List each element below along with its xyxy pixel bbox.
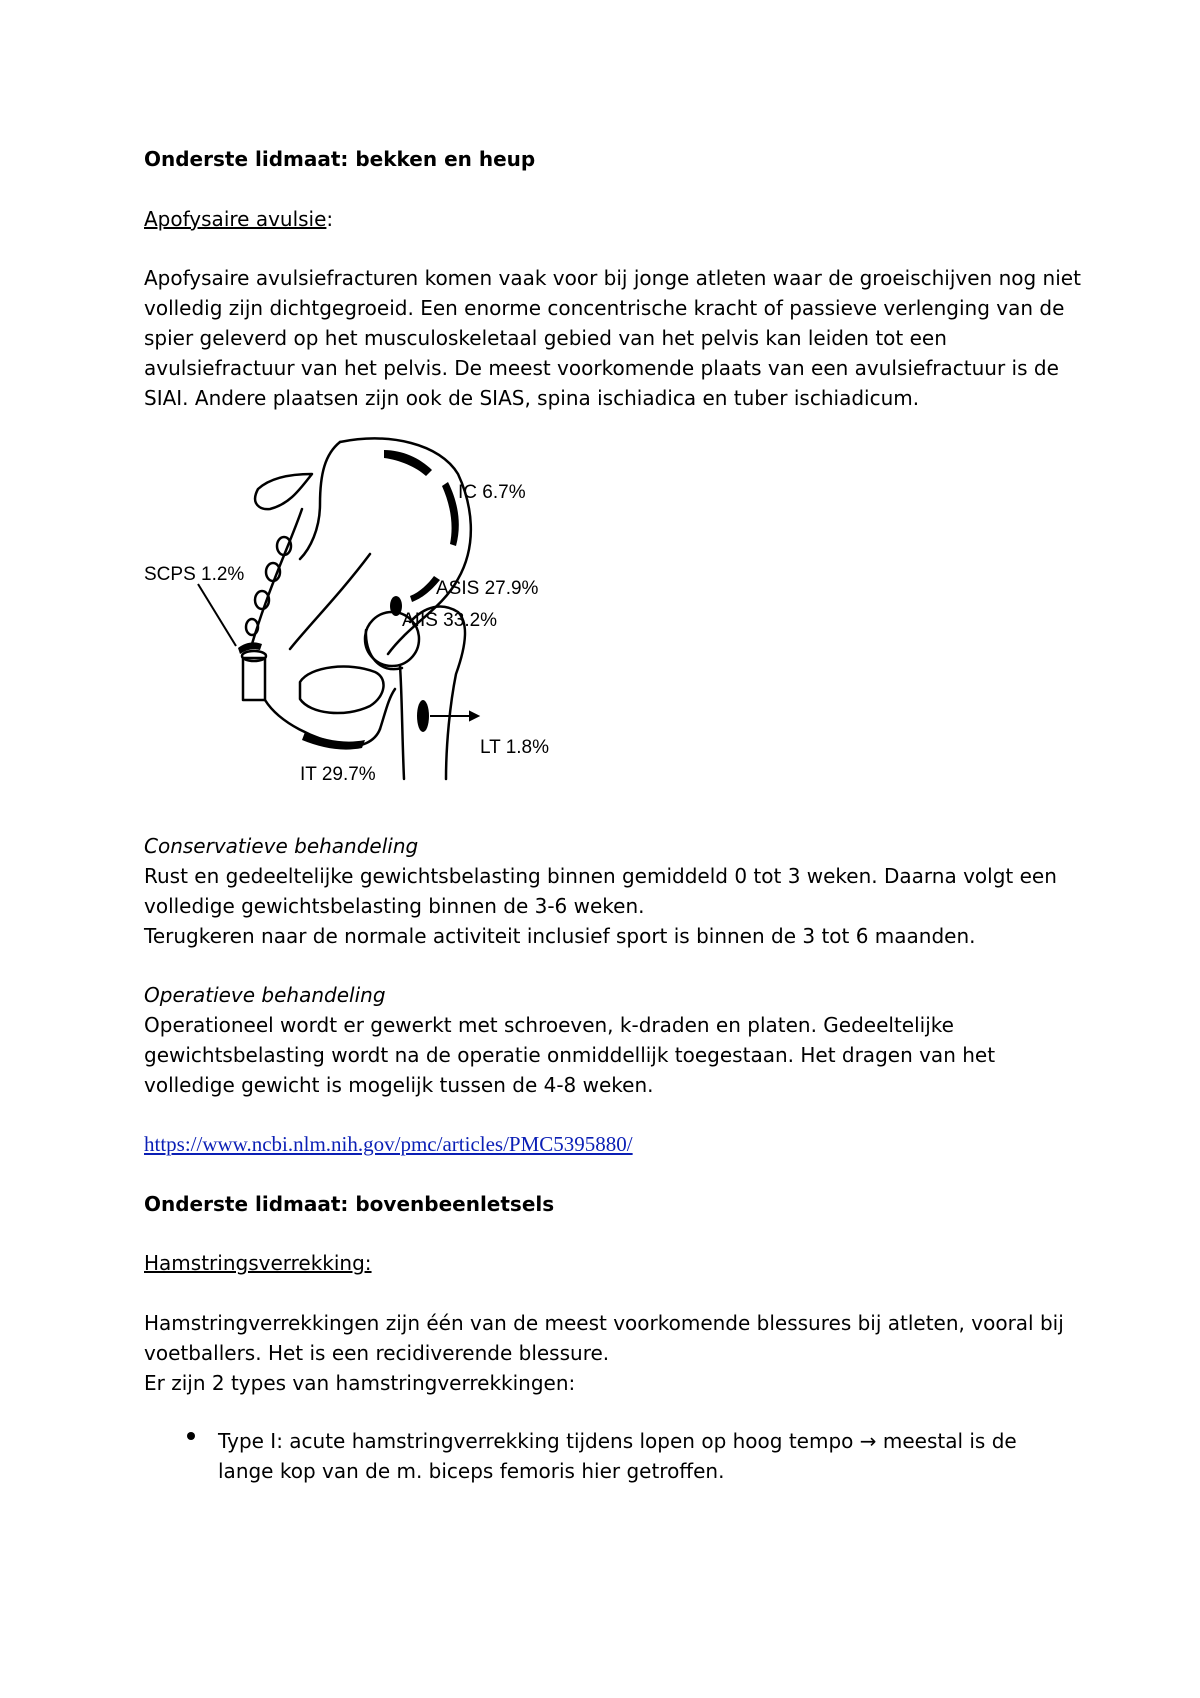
operative-treatment-title: Operatieve behandeling [144, 983, 386, 1007]
iliac-inner-line [300, 442, 340, 559]
subheading-avulsion [144, 204, 1064, 234]
conservative-line: volledige gewichtsbelasting binnen de 3-6 weken. [144, 894, 645, 918]
paragraph-line: volledig zijn dichtgegroeid. Een enorme concentrische kracht of passieve verlenging van de [144, 296, 1065, 320]
section-heading-thigh: Onderste lidmaat: bovenbeenletsels [144, 1192, 555, 1216]
hamstring-line: Er zijn 2 types van hamstringverrekkingen: [144, 1371, 576, 1395]
label-ic: IC 6.7% [458, 482, 526, 503]
lt-site [417, 700, 429, 732]
pubic-symphysis [243, 658, 265, 700]
avulsion-sites [238, 450, 459, 750]
conservative-treatment-title: Conservatieve behandeling [144, 834, 419, 858]
conservative-line: Rust en gedeeltelijke gewichtsbelasting binnen gemiddeld 0 tot 3 weken. Daarna volgt een [144, 864, 1057, 888]
pelvis-diagram [140, 434, 600, 806]
hamstring-line: voetballers. Het is een recidiverende blessure. [144, 1341, 610, 1365]
label-lt: LT 1.8% [480, 737, 550, 758]
paragraph-line: spier geleverd op het musculoskeletaal gebied van het pelvis kan leiden tot een [144, 326, 947, 350]
pelvis-outline [242, 439, 471, 779]
acetabulum-rim [366, 630, 402, 669]
reference-link[interactable]: https://www.ncbi.nlm.nih.gov/pmc/articles/PMC5395880/ [144, 1132, 633, 1156]
ic-lower-site [442, 482, 459, 546]
operative-line: volledige gewicht is mogelijk tussen de 4-8 weken. [144, 1073, 654, 1097]
bullet-dot [187, 1432, 195, 1440]
obturator-foramen [300, 667, 384, 713]
aiis-site [390, 596, 402, 616]
label-scps: SCPS 1.2% [144, 564, 245, 585]
label-asis: ASIS 27.9% [436, 578, 539, 599]
paragraph-line: Apofysaire avulsiefracturen komen vaak voor bij jonge atleten waar de groeischijven nog niet [144, 266, 1081, 290]
sacrum-border [252, 509, 302, 644]
subheading-colon: : [326, 207, 334, 231]
subheading-hamstring: Hamstringsverrekking: [144, 1251, 372, 1275]
label-aiis: AIIS 33.2% [402, 610, 498, 631]
section-heading-pelvis-hip: Onderste lidmaat: bekken en heup [144, 147, 536, 171]
reference-link-container [144, 1129, 1064, 1159]
paragraph-line: SIAI. Andere plaatsen zijn ook de SIAS, spina ischiadica en tuber ischiadicum. [144, 386, 920, 410]
ic-site [384, 450, 432, 476]
label-it: IT 29.7% [300, 764, 376, 785]
femur-medial-edge [400, 666, 404, 779]
conservative-line: Terugkeren naar de normale activiteit inclusief sport is binnen de 3 tot 6 maanden. [144, 924, 976, 948]
bullet-item-line: Type I: acute hamstringverrekking tijdens lopen op hoog tempo → meestal is de [218, 1429, 1017, 1453]
it-site [302, 732, 365, 750]
subheading-avulsion-text: Apofysaire avulsie [144, 207, 327, 231]
pelvis-avulsion-figure [140, 434, 600, 806]
paragraph-line: avulsiefractuur van het pelvis. De meest voorkomende plaats van een avulsiefractuur is de [144, 356, 1059, 380]
operative-line: gewichtsbelasting wordt na de operatie onmiddellijk toegestaan. Het dragen van het [144, 1043, 996, 1067]
lt-arrowhead [470, 712, 478, 720]
operative-line: Operationeel wordt er gewerkt met schroeven, k-draden en platen. Gedeeltelijke [144, 1013, 954, 1037]
hamstring-line: Hamstringverrekkingen zijn één van de meest voorkomende blessures bij atleten, vooral bij [144, 1311, 1064, 1335]
scps-pointer [198, 584, 236, 646]
sacral-wing [255, 474, 312, 509]
bullet-item-line: lange kop van de m. biceps femoris hier getroffen. [218, 1459, 725, 1483]
symphysis-top [242, 651, 266, 661]
arcuate-line [290, 554, 370, 649]
